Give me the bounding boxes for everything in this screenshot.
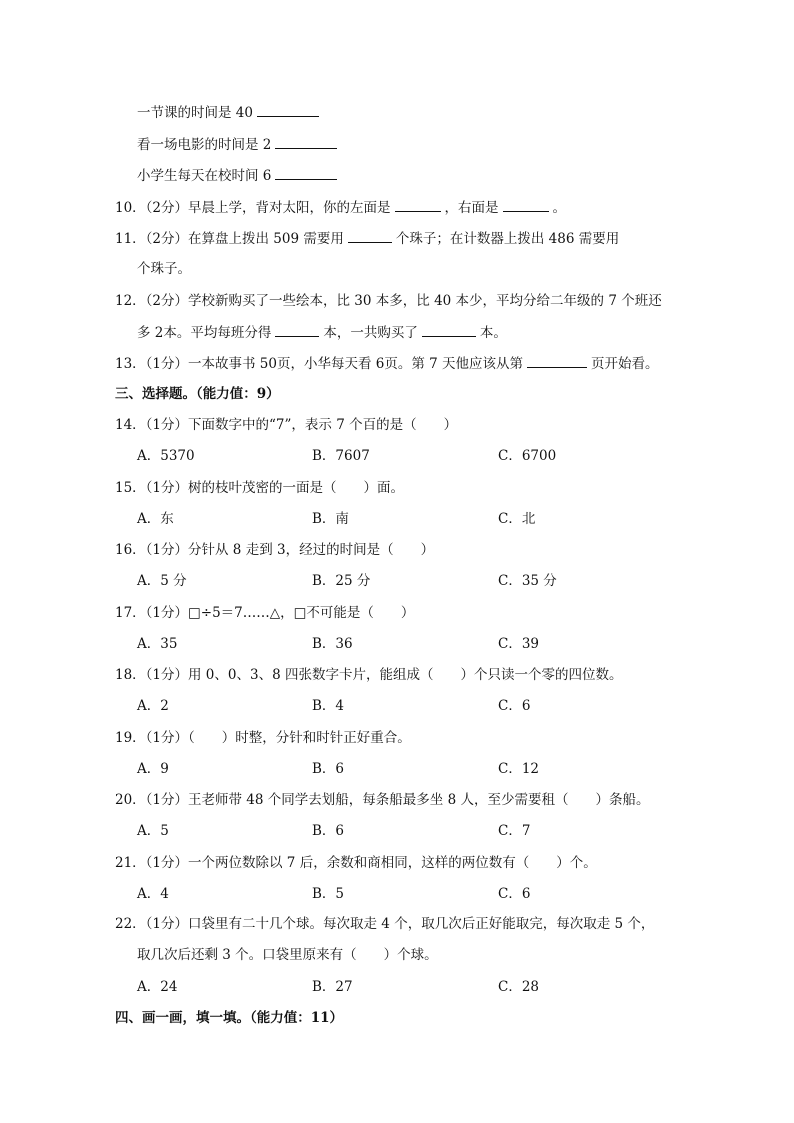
fill-line-lesson: 一节课的时间是 40 xyxy=(137,102,323,123)
question-22-cont: 取几次后还剩 3 个。口袋里原来有（ ）个球。 xyxy=(137,947,438,963)
option-a[interactable]: A．东 xyxy=(137,511,174,527)
question-stem: 18．（1分）用 0、0、3、8 四张数字卡片，能组成（ ）个只读一个零的四位数。 xyxy=(115,667,623,683)
option-c[interactable]: C．6 xyxy=(498,698,531,714)
option-b[interactable]: B．36 xyxy=(312,636,353,652)
answer-blank[interactable] xyxy=(275,134,337,149)
option-b[interactable]: B．25 分 xyxy=(312,573,371,589)
option-a[interactable]: A．9 xyxy=(137,761,169,777)
option-a[interactable]: A．5 xyxy=(137,823,169,839)
question-stem: 14．（1分）下面数字中的“7”，表示 7 个百的是（ ） xyxy=(115,417,458,433)
question-stem: 19．（1分）（ ）时整，分针和时针正好重合。 xyxy=(115,730,411,746)
question-10: 10．（2分）早晨上学，背对太阳，你的左面是 ，右面是 。 xyxy=(115,197,566,218)
question-12-cont: 多 2本。平均每班分得 本，一共购买了 本。 xyxy=(137,322,507,343)
option-b[interactable]: B．6 xyxy=(312,761,345,777)
option-b[interactable]: B．5 xyxy=(312,886,345,902)
option-a[interactable]: A．24 xyxy=(137,979,178,995)
answer-blank[interactable] xyxy=(503,197,549,212)
option-c[interactable]: C．12 xyxy=(498,761,540,777)
question-12: 12．（2分）学校新购买了一些绘本，比 30 本多，比 40 本少，平均分给二年级的 7 个班还 xyxy=(115,293,662,309)
question-stem: 17．（1分）□÷5＝7……△，□不可能是（ ） xyxy=(115,605,415,621)
option-a[interactable]: A．2 xyxy=(137,698,169,714)
question-stem: 21．（1分）一个两位数除以 7 后，余数和商相同，这样的两位数有（ ）个。 xyxy=(115,855,597,871)
section-heading-choice: 三、选择题。（能力值：9） xyxy=(115,386,280,402)
question-stem: 16．（1分）分针从 8 走到 3，经过的时间是（ ） xyxy=(115,542,435,558)
answer-blank[interactable] xyxy=(257,102,319,117)
section-heading-draw: 四、画一画，填一填。（能力值：11） xyxy=(115,1010,344,1026)
option-c[interactable]: C．北 xyxy=(498,511,536,527)
option-c[interactable]: C．28 xyxy=(498,979,540,995)
option-a[interactable]: A．35 xyxy=(137,636,178,652)
option-a[interactable]: A．5 分 xyxy=(137,573,187,589)
answer-blank[interactable] xyxy=(527,353,587,368)
question-22: 22．（1分）口袋里有二十几个球。每次取走 4 个，取几次后正好能取完，每次取走 5 个， xyxy=(115,916,655,932)
option-c[interactable]: C．35 分 xyxy=(498,573,557,589)
option-a[interactable]: A．4 xyxy=(137,886,169,902)
option-b[interactable]: B．4 xyxy=(312,698,345,714)
option-c[interactable]: C．39 xyxy=(498,636,540,652)
answer-blank[interactable] xyxy=(275,165,337,180)
answer-blank[interactable] xyxy=(348,228,392,243)
question-11: 11．（2分）在算盘上拨出 509 需要用 个珠子；在计数器上拨出 486 需要用 xyxy=(115,228,619,249)
answer-blank[interactable] xyxy=(395,197,441,212)
option-b[interactable]: B．7607 xyxy=(312,448,370,464)
question-11-cont: 个珠子。 xyxy=(137,261,191,277)
question-stem: 20．（1分）王老师带 48 个同学去划船，每条船最多坐 8 人，至少需要租（ ）条船。 xyxy=(115,792,650,808)
question-13: 13．（1分）一本故事书 50页，小华每天看 6页。第 7 天他应该从第 页开始看。 xyxy=(115,353,659,374)
answer-blank[interactable] xyxy=(275,322,319,337)
option-a[interactable]: A．5370 xyxy=(137,448,195,464)
option-c[interactable]: C．6 xyxy=(498,886,531,902)
fill-line-movie: 看一场电影的时间是 2 xyxy=(137,134,341,155)
option-b[interactable]: B．南 xyxy=(312,511,349,527)
option-c[interactable]: C．6700 xyxy=(498,448,557,464)
option-b[interactable]: B．6 xyxy=(312,823,345,839)
question-stem: 15．（1分）树的枝叶茂密的一面是（ ）面。 xyxy=(115,480,405,496)
option-c[interactable]: C．7 xyxy=(498,823,531,839)
option-b[interactable]: B．27 xyxy=(312,979,353,995)
fill-line-school-time: 小学生每天在校时间 6 xyxy=(137,165,341,186)
answer-blank[interactable] xyxy=(422,322,476,337)
